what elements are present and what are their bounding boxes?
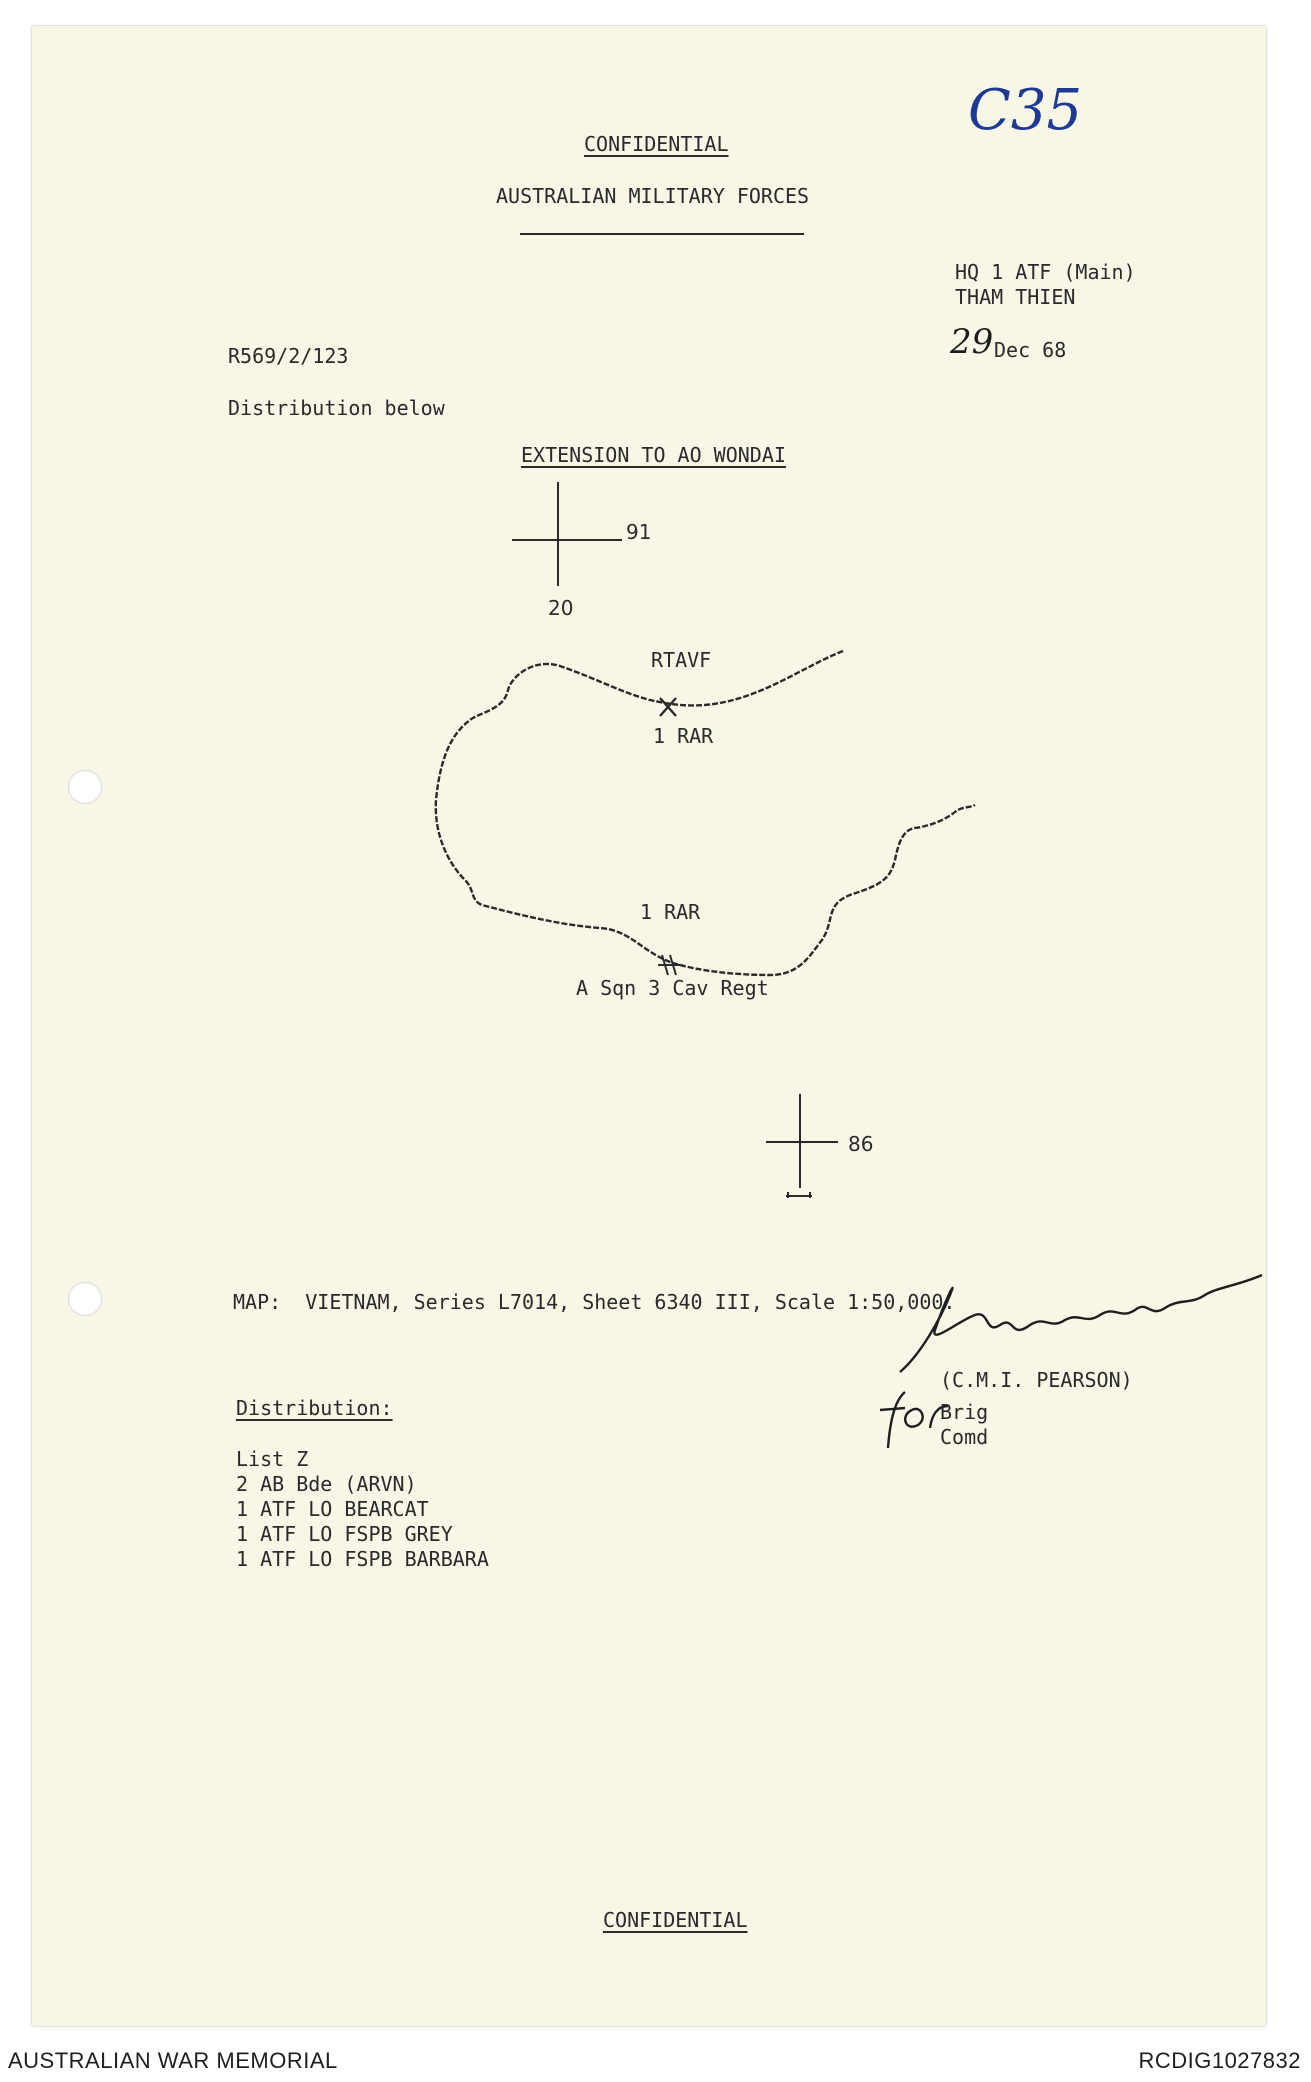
classification-top: CONFIDENTIAL xyxy=(584,132,729,156)
sender-location: THAM THIEN xyxy=(955,285,1076,309)
distribution-item: List Z xyxy=(236,1447,309,1471)
footer-record-id: RCDIG1027832 xyxy=(1138,2048,1301,2073)
distribution-item: 1 ATF LO FSPB BARBARA xyxy=(236,1547,489,1571)
date-month-year: Dec 68 xyxy=(994,338,1067,362)
distribution-note: Distribution below xyxy=(228,396,445,420)
distribution-item: 1 ATF LO FSPB GREY xyxy=(236,1522,453,1546)
map-label-1rar-upper: 1 RAR xyxy=(653,724,714,748)
grid-label-easting-86: 86 xyxy=(848,1132,874,1156)
map-reference-line: MAP: VIETNAM, Series L7014, Sheet 6340 III, Scale 1:50,000. xyxy=(233,1290,956,1314)
distribution-heading: Distribution: xyxy=(236,1396,393,1420)
subject-heading: EXTENSION TO AO WONDAI xyxy=(521,443,786,467)
signatory-title: Comd xyxy=(940,1425,989,1449)
grid-label-easting-91: 91 xyxy=(626,520,652,544)
footer-archive-name: AUSTRALIAN WAR MEMORIAL xyxy=(8,2048,338,2073)
distribution-item: 2 AB Bde (ARVN) xyxy=(236,1472,417,1496)
signatory-name: (C.M.I. PEARSON) xyxy=(940,1368,1133,1392)
signature-for-scrawl xyxy=(880,1392,948,1448)
map-label-rtavf: RTAVF xyxy=(651,648,712,672)
map-label-1rar-lower: 1 RAR xyxy=(640,900,701,924)
distribution-item: 1 ATF LO BEARCAT xyxy=(236,1497,429,1521)
classification-bottom: CONFIDENTIAL xyxy=(603,1908,748,1932)
sender-hq: HQ 1 ATF (Main) xyxy=(955,260,1136,284)
file-mark-handwritten: C35 xyxy=(968,78,1083,143)
grid-label-northing-20: 20 xyxy=(548,596,574,620)
date-day-handwritten: 29 xyxy=(950,322,994,362)
map-label-cav-regt: A Sqn 3 Cav Regt xyxy=(576,976,769,1000)
signatory-rank: Brig xyxy=(940,1400,989,1424)
signature-scrawl xyxy=(900,1275,1262,1372)
file-reference: R569/2/123 xyxy=(228,344,349,368)
organisation-heading: AUSTRALIAN MILITARY FORCES xyxy=(496,184,810,208)
